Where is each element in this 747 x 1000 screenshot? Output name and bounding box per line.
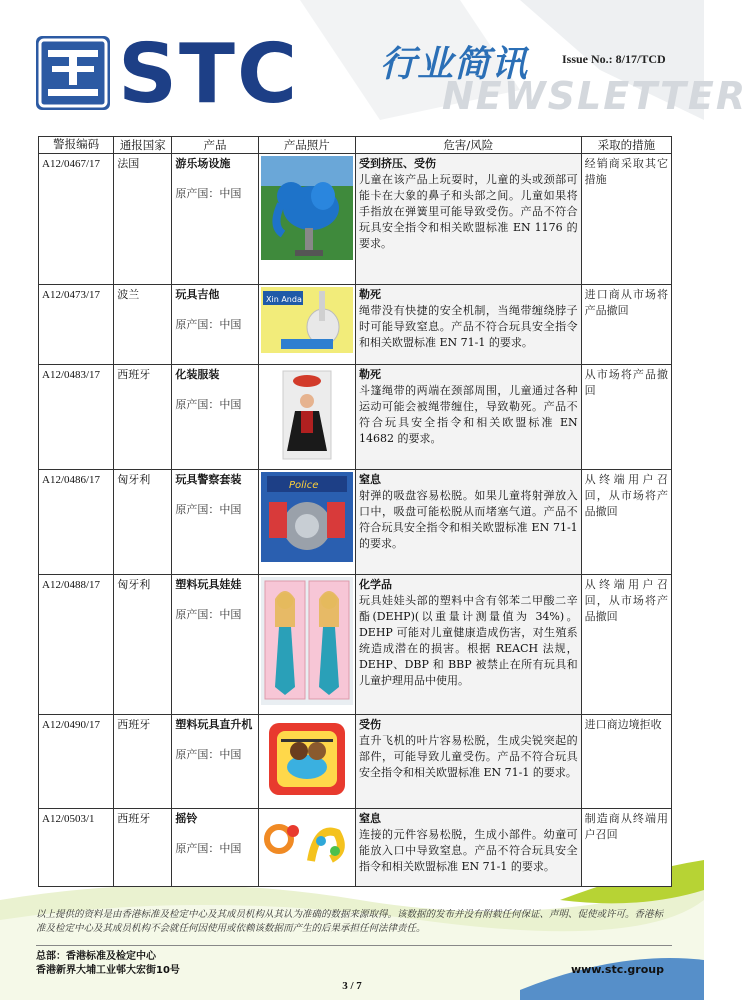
costume-package-photo <box>261 367 353 463</box>
risk-cell <box>355 470 581 575</box>
toy-helicopter-photo <box>261 717 353 801</box>
table-row <box>39 470 672 575</box>
header-product: 产品 <box>172 137 258 154</box>
alert-code: A12/0490/17 <box>39 715 114 809</box>
baby-rattle-photo <box>261 811 353 877</box>
header-country: 通报国家 <box>114 137 172 154</box>
measure-taken: 从终端用户召回，从市场将产品撤回 <box>584 473 668 518</box>
blue-elephant-rocker-photo <box>261 156 353 260</box>
product-cell <box>172 715 258 809</box>
country-of-origin: 原产国：中国 <box>175 842 242 855</box>
table-row <box>39 575 672 715</box>
svg-text:Police: Police <box>288 480 319 491</box>
risk-cell <box>355 809 581 887</box>
product-name: 塑料玩具直升机 <box>175 718 253 731</box>
country-of-origin: 原产国：中国 <box>175 398 242 411</box>
newsletter-title-cn: 行业简讯 <box>380 44 529 85</box>
header-measure: 采取的措施 <box>581 137 671 154</box>
risk-title: 受伤 <box>358 718 381 731</box>
table-header-row <box>39 137 672 154</box>
measure-cell <box>581 715 671 809</box>
alert-code: A12/0483/17 <box>39 365 114 470</box>
newsletter-watermark: NEWSLETTER <box>442 74 747 118</box>
hq-line-1: 总部：香港标准及检定中心 <box>36 951 156 962</box>
product-cell <box>172 365 258 470</box>
police-toy-set-photo <box>261 472 353 562</box>
product-cell <box>172 470 258 575</box>
product-name: 玩具警察套装 <box>175 473 242 486</box>
notifying-country: 西班牙 <box>114 715 172 809</box>
risk-title: 化学品 <box>358 578 392 591</box>
product-cell <box>172 809 258 887</box>
measure-cell <box>581 365 671 470</box>
notifying-country: 西班牙 <box>114 809 172 887</box>
risk-description: 玩具娃娃头部的塑料中含有邻苯二甲酸二辛酯(DEHP)(以重量计测量值为 34%)。DEHP 可能对儿童健康造成伤害，对生殖系统造成潜在的损害。根据 REACH 法规，DEHP、DBP 和 BBP 被禁止在所有玩具和儿童护理用品中使用。 <box>358 594 578 687</box>
risk-title: 窒息 <box>358 473 381 486</box>
page-number: 3 / 7 <box>342 980 362 992</box>
alert-code: A12/0503/1 <box>39 809 114 887</box>
measure-taken: 制造商从终端用户召回 <box>584 812 668 841</box>
risk-description: 直升飞机的叶片容易松脱，生成尖锐突起的部件，可能导致儿童受伤。产品不符合玩具安全指令和相关欧盟标准 EN 71-1 的要求。 <box>358 734 578 779</box>
measure-cell <box>581 154 671 285</box>
alert-code: A12/0467/17 <box>39 154 114 285</box>
risk-cell <box>355 154 581 285</box>
hq-line-2: 香港新界大埔工业邨大宏街10号 <box>36 965 180 976</box>
notifying-country: 法国 <box>114 154 172 285</box>
country-of-origin: 原产国：中国 <box>175 503 242 516</box>
issue-number: Issue No.: 8/17/TCD <box>562 52 666 66</box>
country-of-origin: 原产国：中国 <box>175 608 242 621</box>
risk-cell <box>355 285 581 365</box>
header-risk: 危害/风险 <box>355 137 581 154</box>
product-name: 塑料玩具娃娃 <box>175 578 242 591</box>
risk-description: 连接的元件容易松脱，生成小部件。幼童可能放入口中导致窒息。产品不符合玩具安全指令和相关欧盟标准 EN 71-1 的要求。 <box>358 828 578 873</box>
product-name: 摇铃 <box>175 812 198 825</box>
risk-cell <box>355 575 581 715</box>
measure-taken: 进口商从市场将产品撤回 <box>584 288 668 317</box>
mermaid-dolls-photo <box>261 577 353 705</box>
product-alerts-table <box>38 136 672 887</box>
risk-description: 绳带没有快捷的安全机制，当绳带缠绕脖子时可能导致窒息。产品不符合玩具安全指令和相关欧盟标准 EN 71-1 的要求。 <box>358 304 578 349</box>
table-row <box>39 154 672 285</box>
website-link[interactable]: www.stc.group <box>570 963 664 976</box>
country-of-origin: 原产国：中国 <box>175 748 242 761</box>
alert-code: A12/0486/17 <box>39 470 114 575</box>
risk-description: 斗篷绳带的两端在颈部周围，儿童通过各种运动可能会被绳带缠住，导致勒死。产品不符合玩具安全指令和相关欧盟标准 EN 14682 的要求。 <box>358 384 578 445</box>
notifying-country: 波兰 <box>114 285 172 365</box>
footer-disclaimer: 以上提供的资料是由香港标准及检定中心及其成员机构从其认为准确的数据来源取得。该数据的发布并没有附载任何保证、声明、促使或许可。香港标准及检定中心及其成员机构不会就任何因使用或依赖该数据而产生的后果承担任何法律责任。 <box>36 909 664 934</box>
header-photo: 产品照片 <box>258 137 355 154</box>
notifying-country: 西班牙 <box>114 365 172 470</box>
risk-title: 勒死 <box>358 288 381 301</box>
headquarters-address <box>36 950 180 978</box>
country-of-origin: 原产国：中国 <box>175 187 242 200</box>
table-row <box>39 285 672 365</box>
risk-description: 儿童在该产品上玩耍时，儿童的头或颈部可能卡在大象的鼻子和头部之间。儿童如果将手指放在弹簧里可能导致受伤。产品不符合玩具安全指令和相关欧盟标准 EN 1176 的要求。 <box>358 173 578 250</box>
notifying-country: 匈牙利 <box>114 470 172 575</box>
table-row <box>39 809 672 887</box>
risk-cell <box>355 715 581 809</box>
measure-taken: 经销商采取其它措施 <box>584 157 668 186</box>
product-name: 游乐场设施 <box>175 157 231 170</box>
measure-cell <box>581 285 671 365</box>
product-name: 玩具吉他 <box>175 288 220 301</box>
measure-cell <box>581 809 671 887</box>
risk-title: 受到挤压、受伤 <box>358 157 436 170</box>
risk-title: 勒死 <box>358 368 381 381</box>
newsletter-header <box>0 0 747 135</box>
measure-taken: 从市场将产品撤回 <box>584 368 668 397</box>
product-name: 化装服装 <box>175 368 220 381</box>
table-row <box>39 715 672 809</box>
notifying-country: 匈牙利 <box>114 575 172 715</box>
table-row <box>39 365 672 470</box>
alert-code: A12/0488/17 <box>39 575 114 715</box>
stc-logo-text: STC <box>118 27 300 122</box>
measure-cell <box>581 575 671 715</box>
product-cell <box>172 154 258 285</box>
stc-logo-icon <box>36 36 110 110</box>
measure-taken: 进口商边境拒收 <box>584 718 662 731</box>
risk-cell <box>355 365 581 470</box>
product-photo-cell <box>258 285 355 365</box>
product-photo-cell <box>258 809 355 887</box>
svg-text:Xin Anda: Xin Anda <box>265 295 302 304</box>
product-cell <box>172 285 258 365</box>
risk-title: 窒息 <box>358 812 381 825</box>
product-photo-cell <box>258 365 355 470</box>
footer-divider <box>36 945 672 946</box>
measure-taken: 从终端用户召回，从市场将产品撤回 <box>584 578 668 623</box>
product-photo-cell <box>258 470 355 575</box>
toy-guitar-box-photo <box>261 287 353 353</box>
product-photo-cell <box>258 575 355 715</box>
alert-code: A12/0473/17 <box>39 285 114 365</box>
country-of-origin: 原产国：中国 <box>175 318 242 331</box>
risk-description: 射弹的吸盘容易松脱。如果儿童将射弹放入口中，吸盘可能松脱从而堵塞气道。产品不符合玩具安全指令和相关欧盟标准 EN 71-1 的要求。 <box>358 489 578 550</box>
product-photo-cell <box>258 715 355 809</box>
product-cell <box>172 575 258 715</box>
header-alert-code: 警报编码 <box>39 137 114 154</box>
measure-cell <box>581 470 671 575</box>
product-photo-cell <box>258 154 355 285</box>
